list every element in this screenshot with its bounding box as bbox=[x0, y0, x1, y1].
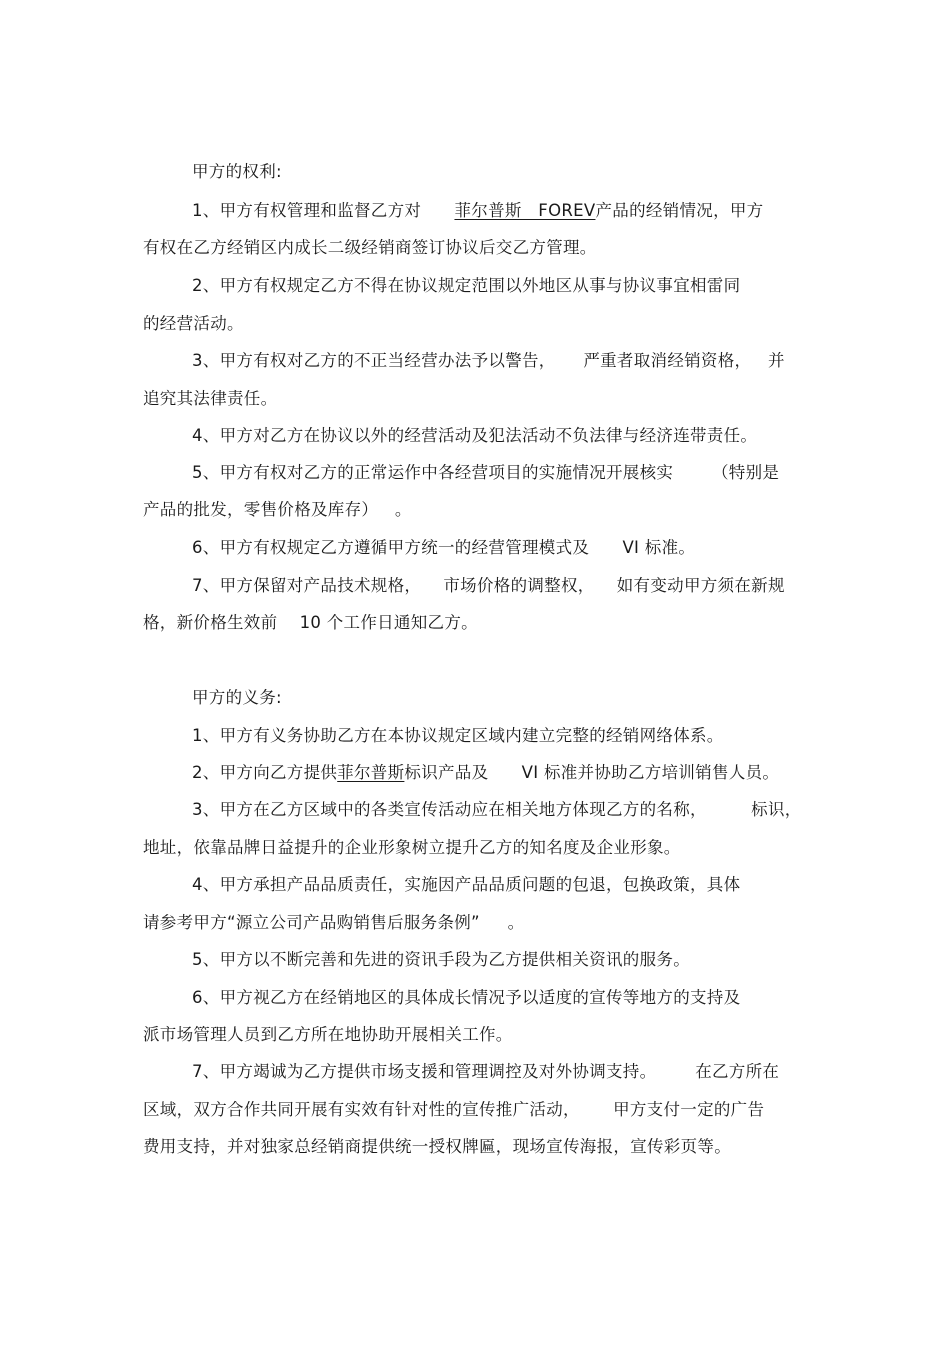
rights-item-2-line-1: 2、甲方有权规定乙方不得在协议规定范围以外地区从事与协议事宜相雷同 bbox=[192, 276, 741, 295]
rights-item-6-line-1: 6、甲方有权规定乙方遵循甲方统一的经营管理模式及 VI 标准。 bbox=[192, 538, 696, 557]
duties-item-5-line-1: 5、甲方以不断完善和先进的资讯手段为乙方提供相关资讯的服务。 bbox=[192, 950, 690, 969]
rights-item-4-line-1: 4、甲方对乙方在协议以外的经营活动及犯法活动不负法律与经济连带责任。 bbox=[192, 426, 758, 445]
duties-item-3-line-1: 3、甲方在乙方区域中的各类宣传活动应在相关地方体现乙方的名称， 标识， bbox=[192, 800, 802, 819]
duties-item-4-line-1: 4、甲方承担产品品质责任，实施因产品品质问题的包退，包换政策，具体 bbox=[192, 875, 741, 894]
rights-item-3-line-2: 追究其法律责任。 bbox=[143, 389, 278, 408]
rights-item-1-text-pre: 1、甲方有权管理和监督乙方对 bbox=[192, 201, 455, 220]
duties-item-7-line-3: 费用支持，并对独家总经销商提供统一授权牌匾，现场宣传海报，宣传彩页等。 bbox=[143, 1137, 731, 1156]
duties-item-6-line-2: 派市场管理人员到乙方所在地协助开展相关工作。 bbox=[143, 1025, 513, 1044]
duties-item-4-line-2: 请参考甲方“源立公司产品购销售后服务条例” 。 bbox=[143, 913, 525, 932]
rights-item-3-line-1: 3、甲方有权对乙方的不正当经营办法予以警告， 严重者取消经销资格， 并 bbox=[192, 351, 785, 370]
duties-item-7-line-2: 区域，双方合作共同开展有实效有针对性的宣传推广活动， 甲方支付一定的广告 bbox=[143, 1100, 765, 1119]
duties-item-2-text-post: 标识产品及 VI 标准并协助乙方培训销售人员。 bbox=[404, 763, 780, 782]
brand-name-underlined: 菲尔普斯 FOREV bbox=[454, 201, 596, 220]
rights-item-1-line-2: 有权在乙方经销区内成长二级经销商签订协议后交乙方管理。 bbox=[143, 238, 597, 257]
rights-heading: 甲方的权利: bbox=[192, 162, 282, 181]
duties-item-1-line-1: 1、甲方有义务协助乙方在本协议规定区域内建立完整的经销网络体系。 bbox=[192, 726, 724, 745]
duties-item-3-line-2: 地址，依靠品牌日益提升的企业形象树立提升乙方的知名度及企业形象。 bbox=[143, 838, 681, 857]
rights-item-5-line-2: 产品的批发，零售价格及库存） 。 bbox=[143, 500, 412, 519]
duties-item-2-line-1 bbox=[0, 762, 950, 784]
rights-item-7-line-2: 格，新价格生效前 10 个工作日通知乙方。 bbox=[143, 613, 478, 632]
brand-name-underlined: 菲尔普斯 bbox=[337, 763, 405, 782]
duties-heading: 甲方的义务: bbox=[192, 688, 282, 707]
duties-item-7-line-1: 7、甲方竭诚为乙方提供市场支援和管理调控及对外协调支持。 在乙方所在 bbox=[192, 1062, 780, 1081]
rights-item-7-line-1: 7、甲方保留对产品技术规格， 市场价格的调整权， 如有变动甲方须在新规 bbox=[192, 576, 785, 595]
duties-item-6-line-1: 6、甲方视乙方在经销地区的具体成长情况予以适度的宣传等地方的支持及 bbox=[192, 988, 741, 1007]
rights-item-1-text-post: 产品的经销情况，甲方 bbox=[595, 201, 764, 220]
duties-item-2-text-pre: 2、甲方向乙方提供 bbox=[192, 763, 338, 782]
rights-item-2-line-2: 的经营活动。 bbox=[143, 314, 244, 333]
rights-item-1-line-1 bbox=[0, 200, 950, 222]
rights-item-5-line-1: 5、甲方有权对乙方的正常运作中各经营项目的实施情况开展核实 （特别是 bbox=[192, 463, 780, 482]
